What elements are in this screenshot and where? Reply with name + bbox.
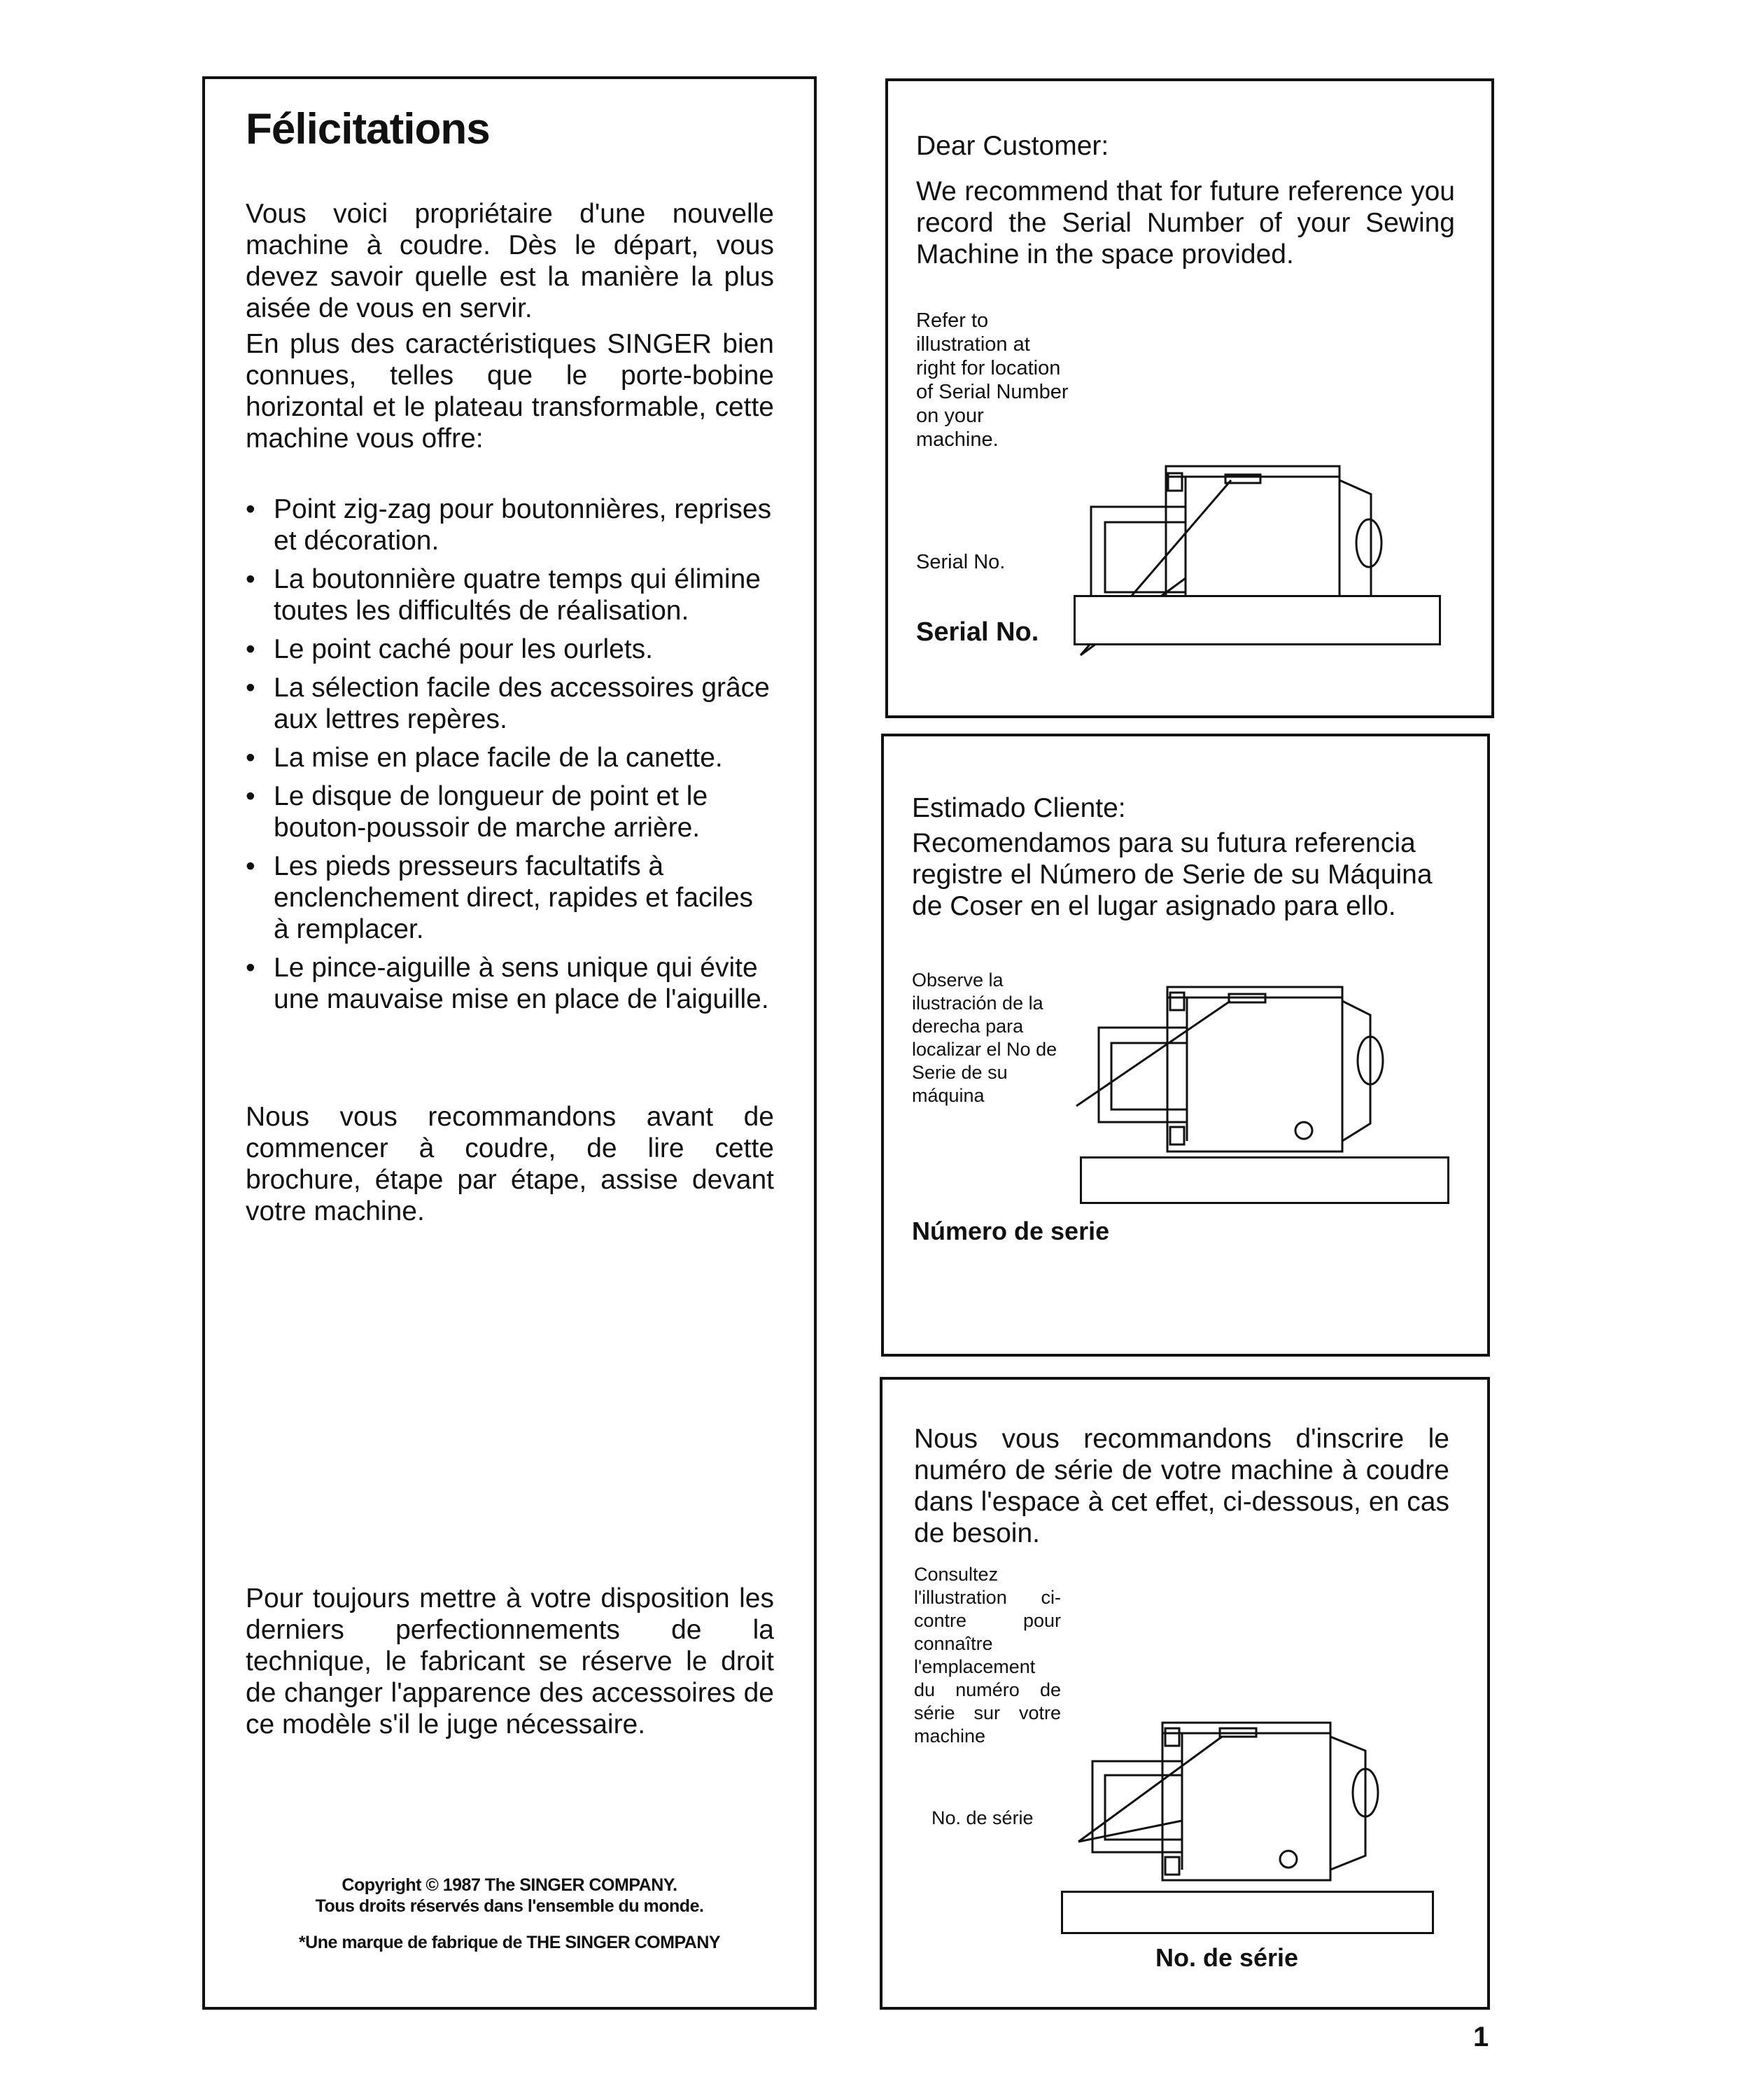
list-item: • Le pince-aiguille à sens unique qui évite une mauvaise mise en place de l'aiguille. (246, 952, 774, 1015)
serial-field-label: Número de serie (912, 1217, 1110, 1245)
list-item: • Le point caché pour les ourlets. (246, 634, 774, 665)
machine-diagram (1057, 1709, 1386, 1919)
list-item: • Le disque de longueur de point et le bouton-poussoir de marche arrière. (246, 780, 774, 844)
serial-number-field[interactable] (1074, 595, 1441, 645)
list-item: • Les pieds presseurs facultatifs à enclenchement direct, rapides et faciles à remplacer. (246, 850, 774, 945)
spanish-refer-note: Observe la ilustración de la derecha para localizar el No de Serie de su máquina (912, 969, 1057, 1106)
list-item: • Point zig-zag pour boutonnières, reprises et décoration. (246, 493, 774, 556)
spanish-serial-panel (881, 734, 1490, 1357)
spanish-greeting: Estimado Cliente: (912, 793, 1126, 823)
english-text: We recommend that for future reference you record the Serial Number of your Sewing Machine in the space provided. (916, 176, 1455, 270)
french-refer-note: Consultez l'illustration ci-contre pour connaître l'emplacement du numéro de série sur votre machine (914, 1564, 1061, 1746)
list-item: • La mise en place facile de la canette. (246, 742, 774, 774)
closing-paragraph: Nous vous recommandons avant de commencer à coudre, de lire cette brochure, étape par étape, assise devant votre machine. (246, 1102, 774, 1226)
list-item: • La sélection facile des accessoires grâce aux lettres repères. (246, 672, 774, 735)
copyright-line: Copyright © 1987 The SINGER COMPANY. (342, 1875, 677, 1895)
serial-field-label: No. de série (1155, 1943, 1299, 1972)
english-refer-note: Refer to illustration at right for location of Serial Number on your machine. (916, 309, 1069, 451)
machine-diagram (1055, 973, 1384, 1183)
improvements-paragraph: Pour toujours mettre à votre disposition les derniers perfectionnements de la technique, le fabricant se réserve le droit de changer l'apparence des accessoires de ce modèle s'il le juge nécessaire. (246, 1583, 774, 1740)
english-greeting: Dear Customer: (916, 131, 1109, 161)
intro-panel (202, 76, 817, 2010)
serial-number-field[interactable] (1080, 1156, 1449, 1204)
serial-number-field[interactable] (1061, 1891, 1434, 1934)
copyright-notice (233, 1875, 786, 1917)
list-item: • La boutonnière quatre temps qui élimine toutes les difficultés de réalisation. (246, 564, 774, 626)
serial-field-label: Serial No. (916, 617, 1039, 647)
french-text: Nous vous recommandons d'inscrire le numéro de série de votre machine à coudre dans l'espace à cet effet, ci-dessous, en cas de besoin. (914, 1424, 1449, 1548)
page-title: Félicitations (246, 105, 490, 153)
rights-line: Tous droits réservés dans l'ensemble du monde. (315, 1896, 704, 1916)
serial-pointer-label: Serial No. (916, 551, 1006, 573)
spanish-text: Recomendamos para su futura referencia registre el Número de Serie de su Máquina de Coser en el lugar asignado para ello. (912, 828, 1433, 921)
intro-paragraph-2: En plus des caractéristiques SINGER bien connues, telles que le porte-bobine horizontal et le plateau transformable, cette machine vous offre: (246, 329, 774, 454)
intro-paragraph-1: Vous voici propriétaire d'une nouvelle machine à coudre. Dès le départ, vous devez savoir quelle est la manière la plus aisée de vous en servir. (246, 199, 774, 323)
trademark-note: *Une marque de fabrique de THE SINGER COMPANY (298, 1933, 721, 1952)
serial-pointer-label: No. de série (931, 1807, 1034, 1828)
english-serial-panel (885, 78, 1494, 718)
machine-diagram (1063, 410, 1385, 704)
feature-list (246, 493, 774, 1022)
french-serial-panel (880, 1377, 1490, 2010)
page-number: 1 (1473, 2022, 1489, 2052)
